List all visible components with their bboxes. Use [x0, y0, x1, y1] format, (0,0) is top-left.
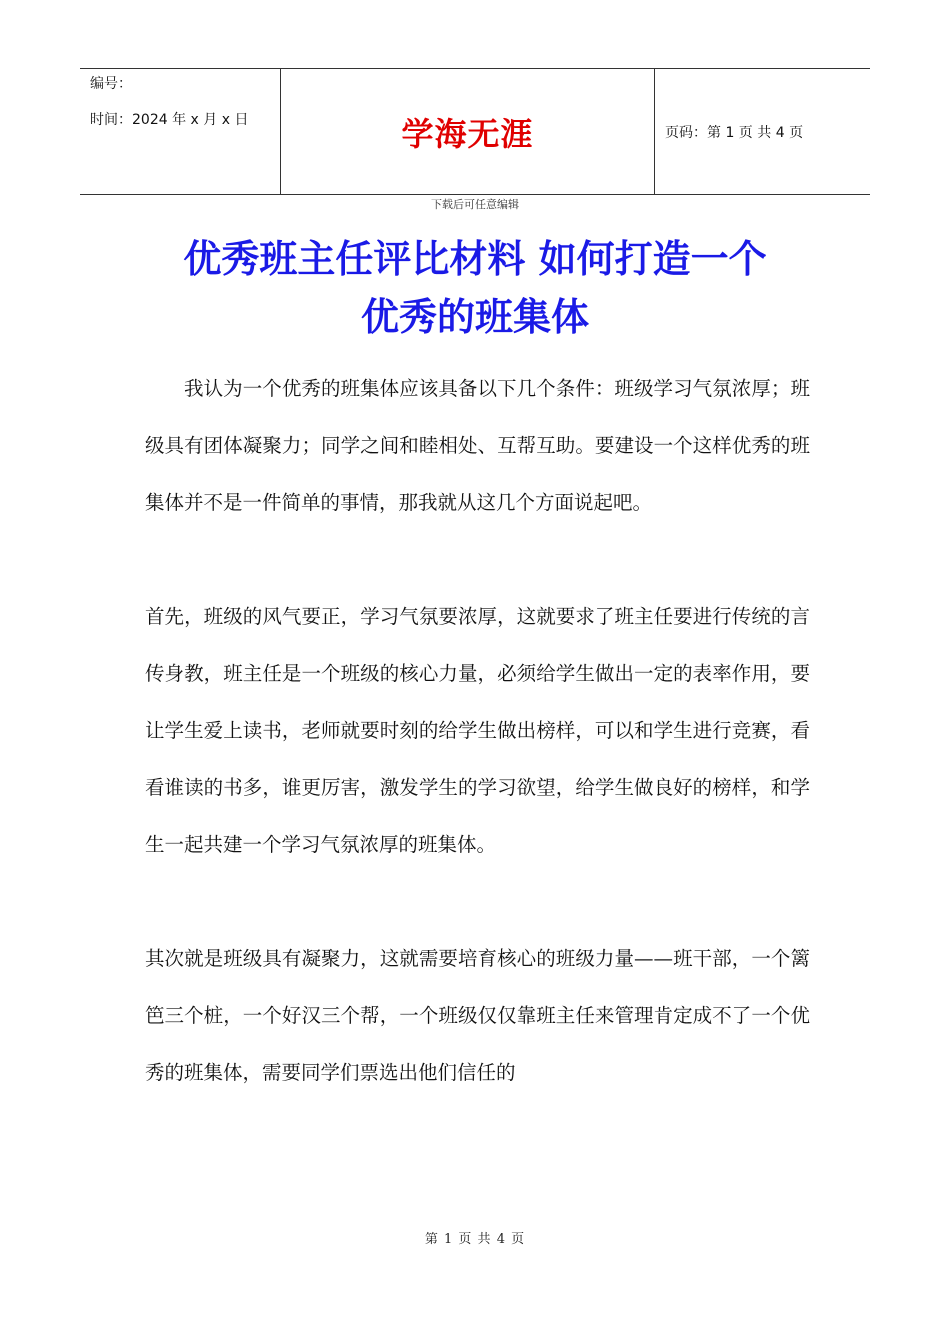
- title-line-1: 优秀班主任评比材料 如何打造一个: [183, 236, 767, 281]
- header-brand-cell: [281, 69, 655, 194]
- title-line-2: 优秀的班集体: [360, 294, 589, 339]
- date-text: 时间：2024 年 x 月 x 日: [90, 112, 249, 128]
- paragraph-1: 我认为一个优秀的班集体应该具备以下几个条件：班级学习气氛浓厚；班级具有团体凝聚力；同学之间和睦相处、互帮互助。要建设一个这样优秀的班集体并不是一件简单的事情，那我就从这几个方面说起吧。: [145, 377, 810, 514]
- serial-label: 编号：: [90, 76, 132, 92]
- header-table: [80, 68, 870, 195]
- page-footer: 第 1 页 共 4 页: [424, 1232, 526, 1247]
- document-title: [60, 230, 890, 346]
- brand-title: 学海无涯: [401, 114, 534, 153]
- header-left-cell: [80, 69, 281, 194]
- header-page-cell: [655, 69, 870, 194]
- document-body: [145, 360, 810, 1101]
- edit-note: 下载后可任意编辑: [431, 198, 519, 211]
- paragraph-2: 首先，班级的风气要正，学习气氛要浓厚，这就要求了班主任要进行传统的言传身教，班主任是一个班级的核心力量，必须给学生做出一定的表率作用，要让学生爱上读书，老师就要时刻的给学生做出榜样，可以和学生进行竞赛，看看谁读的书多，谁更厉害，激发学生的学习欲望，给学生做良好的榜样，和学生一起共建一个学习气氛浓厚的班集体。: [145, 605, 810, 856]
- page-info: 页码：第 1 页 共 4 页: [665, 124, 804, 141]
- paragraph-3: 其次就是班级具有凝聚力，这就需要培育核心的班级力量——班干部，一个篱笆三个桩，一个好汉三个帮，一个班级仅仅靠班主任来管理肯定成不了一个优秀的班集体，需要同学们票选出他们信任的: [145, 947, 810, 1084]
